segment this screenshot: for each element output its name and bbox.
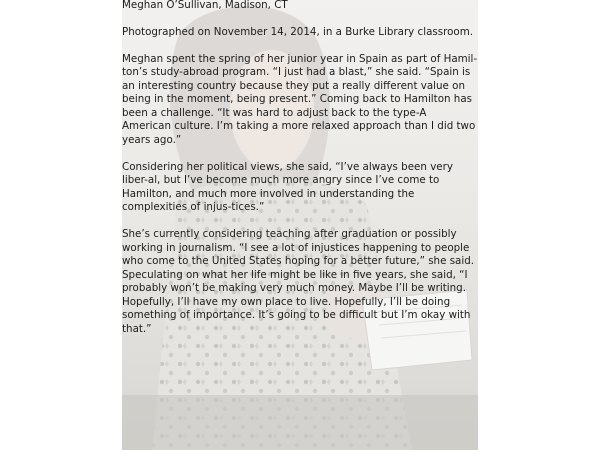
article-text (122, 0, 478, 350)
paragraph-study-abroad: Meghan spent the spring of her junior year in Spain as part of Hamil-ton’s study-abroad program. “I just had a blast,” she said. “Spain is an interesting country because they put a really different value on being in the moment, being present.” Coming back to Hamilton has been a challenge. “It was hard to adjust back to the type-A American culture. I’m taking a more relaxed approach than I did two years ago.” (122, 52, 478, 146)
paragraph-political-views: Considering her political views, she said, “I’ve always been very liber-al, but I’ve become much more angry since I’ve come to Hamilton, and much more involved in understanding the complexities of injus-tices.” (122, 160, 453, 213)
photo-caption: Photographed on November 14, 2014, in a Burke Library classroom. (122, 25, 474, 38)
subject-name-line: Meghan O’Sullivan, Madison, CT (122, 0, 288, 11)
paragraph-future-plans: She’s currently considering teaching after graduation or possibly working in journalism. “I see a lot of injustices happening to people who come to the United States hoping for a better future,” she said. Speculating on what her life might be like in five years, she said, “I probably won’t be making very much money. Maybe I’ll be writing. Hopefully, I’ll have my own place to live. Hopefully, I’ll be doing something of importance. It’s going to be difficult but I’m okay with that.” (122, 228, 475, 335)
